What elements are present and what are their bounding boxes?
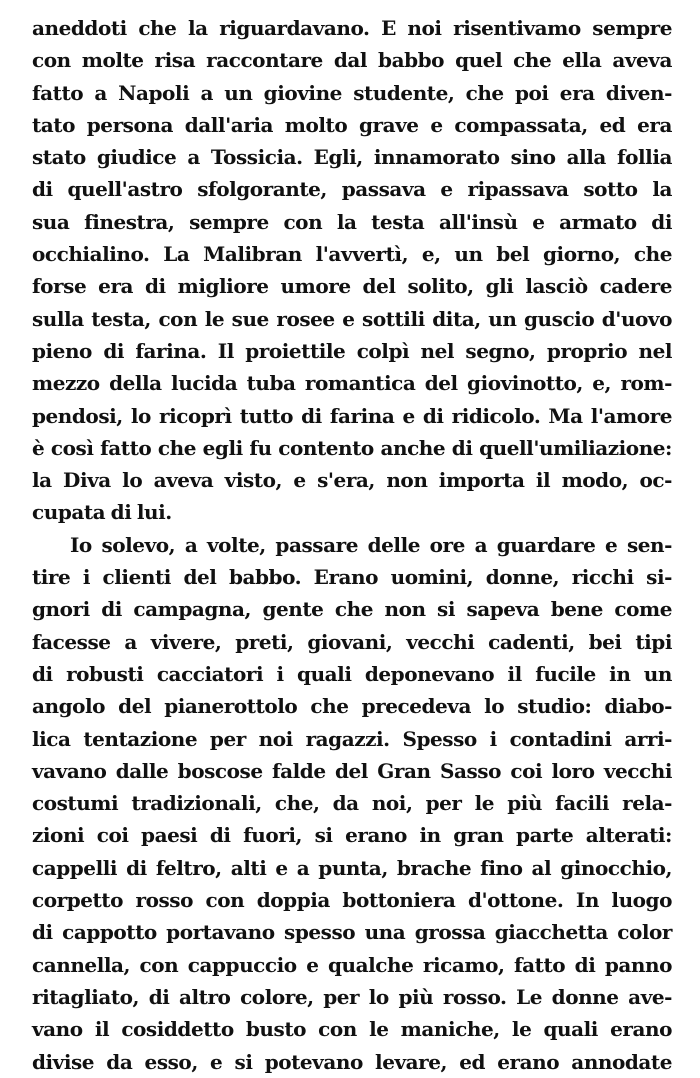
text-line: facesse a vivere, preti, giovani, vecchi cadenti, bei tipi (32, 629, 672, 654)
text-line: stato giudice a Tossicia. Egli, innamorato sino alla follia (32, 145, 672, 170)
text-line: vavano dalle boscose falde del Gran Sasso coi loro vecchi (32, 758, 672, 783)
text-line: con molte risa raccontare dal babbo quel che ella aveva (32, 48, 672, 73)
text-line: la Diva lo aveva visto, e s'era, non importa il modo, oc- (32, 468, 672, 493)
text-line: occhialino. La Malibran l'avvertì, e, un bel giorno, che (32, 242, 672, 267)
text-line: tire i clienti del babbo. Erano uomini, donne, ricchi si- (32, 565, 672, 590)
text-line: pieno di farina. Il proiettile colpì nel segno, proprio nel (32, 338, 672, 363)
paragraph-first-line: Io solevo, a volte, passare delle ore a guardare e sen- (70, 532, 672, 557)
text-line: ritagliato, di altro colore, per lo più rosso. Le donne ave- (32, 984, 672, 1009)
text-line: angolo del pianerottolo che precedeva lo studio: diabo- (32, 694, 672, 719)
text-line: zioni coi paesi di fuori, si erano in gran parte alterati: (32, 823, 672, 848)
text-line: sulla testa, con le sue rosee e sottili dita, un guscio d'uovo (32, 306, 672, 331)
text-line: di quell'astro sfolgorante, passava e ripassava sotto la (32, 177, 672, 202)
paragraph-end-line: cupata di lui. (32, 500, 172, 525)
text-line: cannella, con cappuccio e qualche ricamo, fatto di panno (32, 952, 672, 977)
text-line: fatto a Napoli a un giovine studente, che poi era diven- (32, 80, 672, 105)
text-line: corpetto rosso con doppia bottoniera d'ottone. In luogo (32, 888, 672, 913)
text-line: gnori di campagna, gente che non si sapeva bene come (32, 597, 672, 622)
text-line: lica tentazione per noi ragazzi. Spesso i contadini arri- (32, 726, 672, 751)
text-line: pendosi, lo ricoprì tutto di farina e di ridicolo. Ma l'amore (32, 403, 672, 428)
text-line: mezzo della lucida tuba romantica del giovinotto, e, rom- (32, 371, 672, 396)
text-line: cappelli di feltro, alti e a punta, brache fino al ginocchio, (32, 855, 672, 880)
text-line: vano il cosiddetto busto con le maniche, le quali erano (32, 1017, 672, 1042)
text-line: è così fatto che egli fu contento anche di quell'umiliazione: (32, 435, 672, 460)
text-line: di cappotto portavano spesso una grossa giacchetta color (32, 920, 672, 945)
text-line: tato persona dall'aria molto grave e compassata, ed era (32, 112, 672, 137)
body-text (32, 12, 672, 1078)
text-line: divise da esso, e si potevano levare, ed erano annodate (32, 1049, 672, 1074)
text-line: costumi tradizionali, che, da noi, per le più facili rela- (32, 791, 672, 816)
text-line: aneddoti che la riguardavano. E noi risentivamo sempre (32, 16, 672, 40)
text-line: forse era di migliore umore del solito, gli lasciò cadere (32, 274, 672, 299)
text-line: di robusti cacciatori i quali deponevano il fucile in un (32, 661, 672, 686)
text-line: sua finestra, sempre con la testa all'insù e armato di (32, 209, 672, 234)
